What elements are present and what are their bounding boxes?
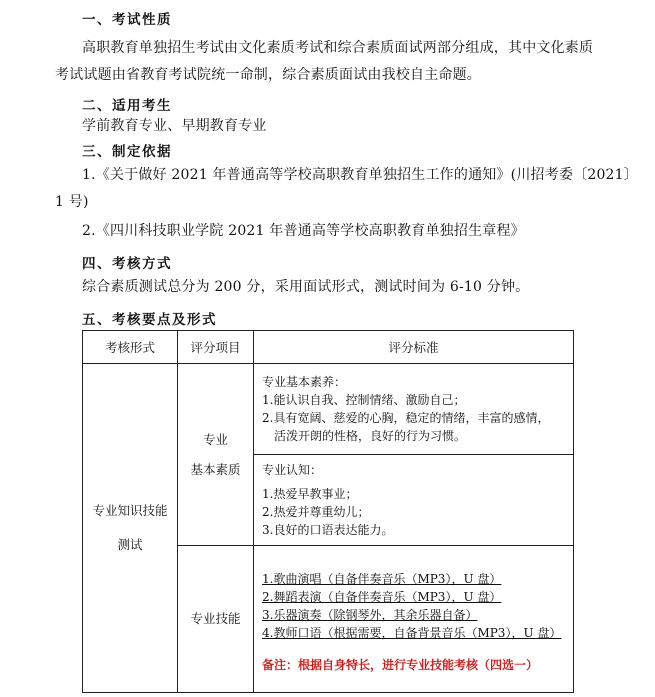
skills-note: 备注：根据自身特长，进行专业技能考核（四选一） — [262, 658, 539, 672]
section-heading-assessment: 五、考核要点及形式 — [82, 312, 217, 328]
basis-item2: 2.《四川科技职业学院 2021 年普通高等学校高职教育单独招生章程》 — [82, 223, 525, 239]
cognition-criteria — [254, 455, 574, 546]
list-item: 3.乐器演奏（除钢琴外，其余乐器自备） — [262, 608, 478, 622]
section-heading-nature: 一、考试性质 — [82, 12, 172, 28]
assessment-form-line1: 专业知识技能 — [92, 503, 168, 518]
header-assessment-form: 考核形式 — [83, 331, 178, 364]
list-item: 2.舞蹈表演（自备伴奏音乐（MP3），U 盘） — [262, 590, 502, 604]
basic-literacy-title: 专业基本素养： — [262, 375, 347, 389]
list-item: 2.具有宽阔、慈爱的心胸，稳定的情绪，丰富的感情， — [262, 411, 550, 425]
list-item: 1.能认识自我、控制情绪、激励自己； — [262, 393, 466, 407]
skills-criteria — [254, 546, 574, 693]
assessment-form-line2: 测试 — [117, 537, 143, 552]
basis-item1-line1: 1.《关于做好 2021 年普通高等学校高职教育单独招生工作的通知》(川招考委〔2021〕 — [82, 167, 638, 183]
section-heading-method: 四、考核方式 — [82, 256, 172, 272]
section-heading-applicants: 二、适用考生 — [82, 98, 172, 114]
assessment-table — [82, 330, 574, 693]
skills-label: 专业技能 — [190, 611, 241, 626]
basic-quality-line1: 专业 — [202, 431, 228, 447]
nature-paragraph-line1: 高职教育单独招生考试由文化素质考试和综合素质面试两部分组成，其中文化素质 — [82, 40, 594, 56]
applicants-text: 学前教育专业、早期教育专业 — [82, 118, 267, 134]
table-header-row — [83, 331, 574, 364]
header-scoring-item: 评分项目 — [178, 331, 254, 364]
list-item: 活泼开朗的性格，良好的行为习惯。 — [274, 429, 467, 443]
basic-quality-cell — [178, 364, 254, 546]
cognition-title: 专业认知： — [262, 463, 323, 477]
header-scoring-standard: 评分标准 — [254, 331, 574, 364]
basis-item1-line2: 1 号) — [55, 194, 89, 210]
basic-quality-line2: 基本素质 — [190, 461, 241, 477]
list-item: 1.热爱早教事业； — [262, 487, 358, 501]
skills-label-cell — [178, 546, 254, 693]
method-text: 综合素质测试总分为 200 分，采用面试形式，测试时间为 6-10 分钟。 — [82, 279, 530, 295]
section-heading-basis: 三、制定依据 — [82, 144, 172, 160]
list-item: 4.教师口语（根据需要，自备背景音乐（MP3），U 盘） — [262, 626, 562, 640]
nature-paragraph-line2: 考试试题由省教育考试院统一命制，综合素质面试由我校自主命题。 — [55, 67, 481, 83]
list-item: 3.良好的口语表达能力。 — [262, 523, 394, 537]
list-item: 1.歌曲演唱（自备伴奏音乐（MP3），U 盘） — [262, 572, 502, 586]
assessment-form-cell — [83, 364, 178, 693]
basic-literacy-criteria — [254, 364, 574, 455]
table-row — [83, 364, 574, 455]
list-item: 2.热爱并尊重幼儿； — [262, 505, 370, 519]
